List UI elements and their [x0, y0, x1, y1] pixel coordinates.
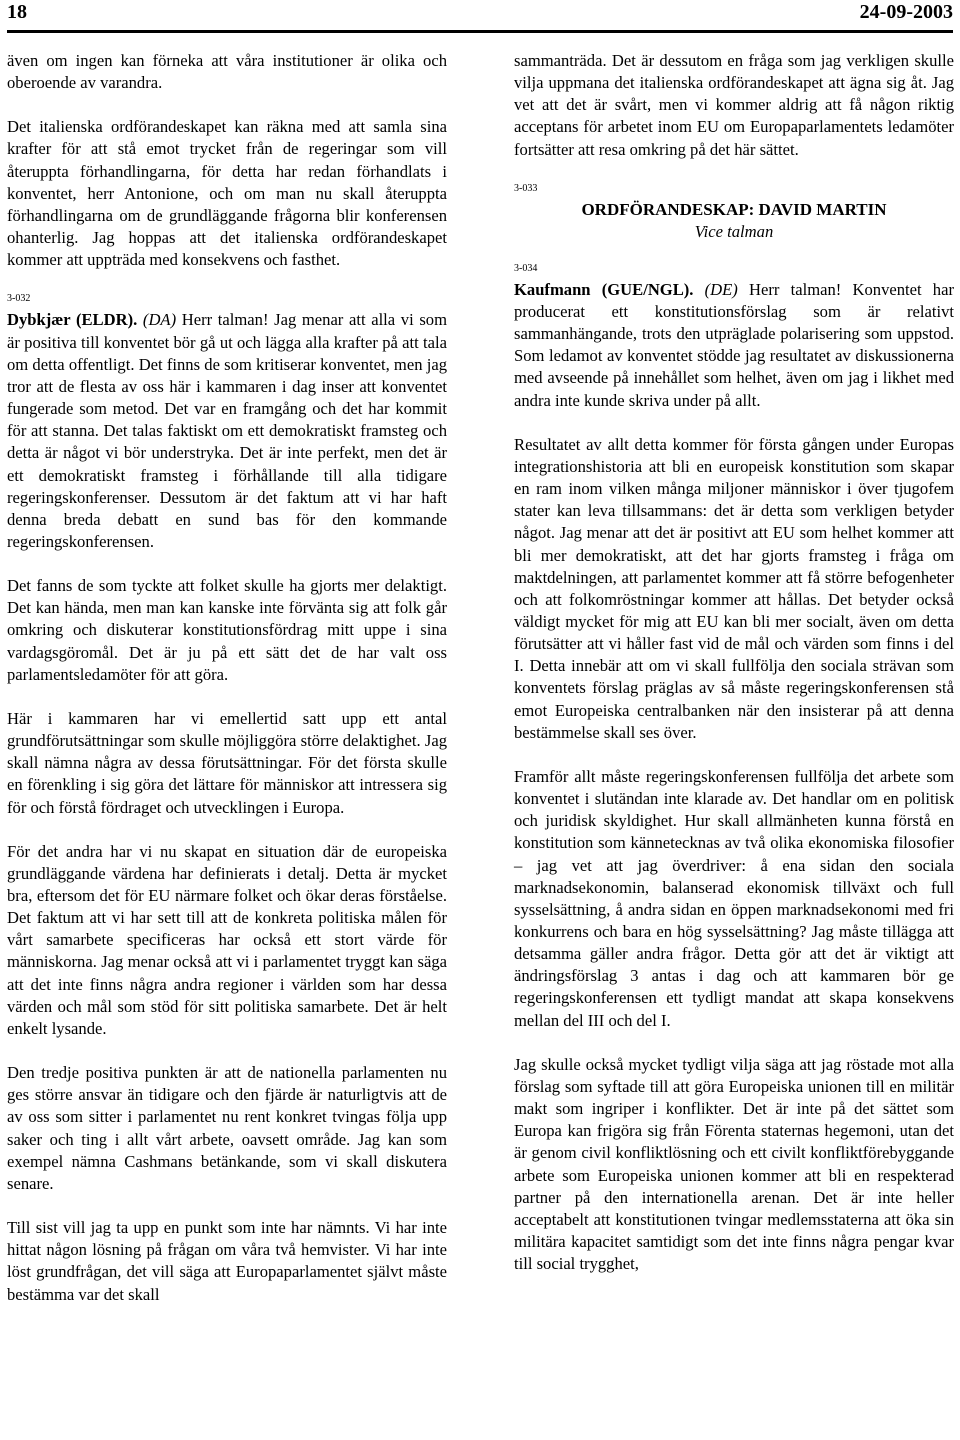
speaker-name: Dybkjær (ELDR). [7, 310, 138, 330]
chair-role: Vice talman [694, 221, 774, 241]
page-date: 24-09-2003 [859, 1, 953, 23]
paragraph: sammanträda. Det är dessutom en fråga som jag verkligen skulle vilja uppmana det italienska ordförandeskapet att ägna sig åt. Jag vet att det är svårt, men vi kommer aldrig att få någon riktig acceptans för arbetet inom EU om Europaparlamentets ledamöter fortsätter att resa omkring på det här sättet. [514, 51, 954, 159]
chair-heading: ORDFÖRANDESKAP: DAVID MARTIN [581, 199, 887, 219]
speaker-language: (DE) [704, 279, 738, 299]
speech-paragraph [7, 309, 447, 553]
speaker-language: (DA) [142, 310, 177, 330]
speaker-name: Kaufmann (GUE/NGL). [514, 279, 694, 299]
paragraph: Framför allt måste regeringskonferensen fullfölja det arbete som konventet i slutändan inte klarade av. Det handlar om en politisk och juridisk skyldighet. Hur skall allmänheten kunna förstå en konstitution som kännetecknas av två olika ekonomiska filosofier – jag vet att jag överdriver: å ena sidan den sociala marknadsekonomin, balanserad ekonomisk tillväxt och full sysselsättning, å andra sidan en öppen marknadsekonomi med fri konkurrens och bara en hög sysselsättning? Jag måste tillägga att detsamma gäller andra frågor. Detta gör att det är viktigt att ändringsförslag 3 antas i dag och att kammaren bör ge regeringskonferensen ett tydligt mandat att skapa konsekvens mellan del III och del I. [514, 766, 954, 1030]
paragraph: Här i kammaren har vi emellertid satt upp ett antal grundförutsättningar som skulle möjliggöra större delaktighet. Jag skall nämna några av dessa förutsättningar. För det första skulle en förenkling i sig göra det lättare för människor att intressera sig för och förstå fördraget och utvecklingen i Europa. [7, 708, 447, 817]
paragraph: Det italienska ordförandeskapet kan räkna med att samla sina krafter för att stå emot trycket från de regeringar som vill återuppta förhandlingarna, för detta har redan förhandlats i konventet, herr Antonione, och om man nu skall återuppta förhandlingarna om de grundläggande frågorna blir konferensen ohanterlig. Jag hoppas att det italienska ordförandeskapet kommer att uppträda med konsekvens och fasthet. [7, 117, 447, 270]
paragraph: Till sist vill jag ta upp en punkt som inte har nämnts. Vi har inte hittat någon lösning på frågan om våra två hemvister. Vi har inte löst grundfrågan, det vill säga att Europaparlamentet självt måste bestämma var det skall [7, 1218, 447, 1304]
page-header [7, 0, 953, 33]
speech-text: Herr talman! Konventet har producerat ett konstitutionsförslag som är relativt sammanhängande, trots den utpräglade polarisering som uppstod. Som ledamot av konventet stödde jag resultatet av diskussionerna med avseende på innehållet som helhet, även om jag i likhet med andra inte kunde skriva under på allt. [514, 279, 954, 410]
paragraph: Den tredje positiva punkten är att de nationella parlamenten nu ges större ansvar än tidigare och den fjärde är naturligtvis att de av oss som sitter i parlamentet nu rent konkret tvingas följa upp saker och ting i allt vårt arbete, oavsett område. Jag kan som exempel nämna Cashmans betänkande, som vi skall diskutera senare. [7, 1063, 447, 1193]
speech-paragraph [514, 279, 954, 412]
paragraph: Det fanns de som tyckte att folket skulle ha gjorts mer delaktigt. Det kan hända, men man kan kanske inte förvänta sig att folk går omkring och diskuterar konstitutionsfördrag mitt uppe i sina vardagsgöromål. Det är ju på ett sätt det de har valt oss parlamentsledamöter för att göra. [7, 576, 447, 684]
item-reference: 3-034 [514, 262, 538, 274]
right-column [514, 50, 954, 1275]
item-reference: 3-032 [7, 293, 31, 305]
page-number: 18 [7, 1, 27, 23]
paragraph: För det andra har vi nu skapat en situation där de europeiska grundläggande värdena har definierats i detalj. Detta är mycket bra, eftersom det för EU närmare folket och ökar deras förståelse. Det faktum att vi har sett till att de konkreta politiska målen för vårt samarbete specificeras har också ett stort värde för människorna. Jag menar också att vi i parlamentet tryggt kan säga att det inte finns några andra regioner i världen som har dessa värden och mål som stöd för sitt politiska samarbete. Det är helt enkelt lysande. [7, 841, 447, 1038]
paragraph: Resultatet av allt detta kommer för första gången under Europas integrationshistoria att bli en europeisk konstitution som skapar en ram inom vilken många miljoner människor i över tjugofem stater kan leva tillsammans: det är detta som verkligen betyder något. Jag menar att det är positivt att EU som helhet kommer att bli mer demokratiskt, att det har gjorts framsteg i fråga om maktdelningen, att parlamentet kommer att få större befogenheter och att folkomröstningar kommer att hållas. Det betyder också väldigt mycket för mig att EU kan bli mer socialt, även om detta förutsätter att vi håller fast vid de mål och värden som finns i del I. Detta innebär att om vi skall fullfölja den sociala strävan som konventets förslag präglas av så måste regeringskonferensen stå emot Europeiska centralbanken när den insisterar på att denna bestämmelse skall ses över. [514, 434, 954, 742]
paragraph: Jag skulle också mycket tydligt vilja säga att jag röstade mot alla förslag som syftade till att göra Europeiska unionen till en militär makt som ingriper i konflikter. Det är inte på det sättet som Europa kan frigöra sig från Förenta staternas hegemoni, utan det är genom civil konfliktlösning och ett civilt konfliktförebyggande arbete som Europeiska unionen kommer att bli en respekterad partner på den internationella arenan. Det är inte heller acceptabelt att konstitutionen tvingar medlemsstaterna att öka sin militära kapacitet samtidigt som det inte finns några pengar kvar till social trygghet, [514, 1054, 954, 1274]
item-reference: 3-033 [514, 182, 538, 194]
left-column [7, 50, 447, 1306]
paragraph: även om ingen kan förneka att våra institutioner är olika och oberoende av varandra. [7, 51, 447, 93]
speech-text: Herr talman! Jag menar att alla vi som är positiva till konventet bör gå ut och lägga alla krafter på att tala om detta offentligt. Det finns de som kritiserar konventet, men jag tror att de flesta av oss här i kammaren i dag inser att konventet fungerade som metod. Det var en framgång och det har kommit för att stanna. Det talas faktiskt om ett demokratiskt framsteg och detta är något vi bör understryka. Det är inte perfekt, men det är ett demokratiskt framsteg i förhållande till alla tidigare regeringskonferenser. Dessutom är det faktum att vi har haft denna breda debatt en sund bas för den kommande regeringskonferensen. [7, 310, 448, 551]
